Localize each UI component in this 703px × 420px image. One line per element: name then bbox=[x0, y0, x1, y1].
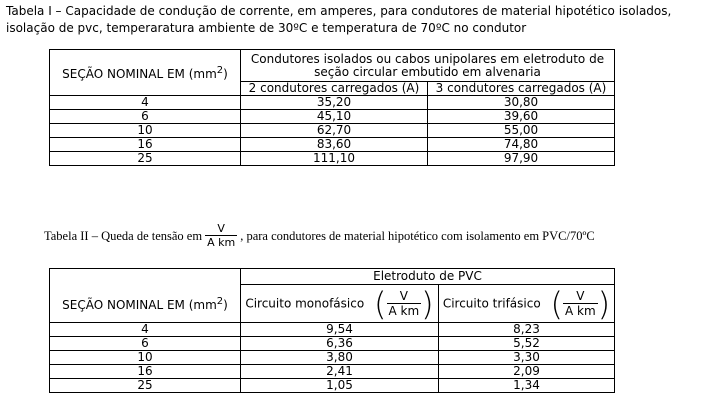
cell-value: 83,60 bbox=[241, 138, 428, 152]
cell-value: 30,80 bbox=[427, 96, 614, 110]
cell-value: 5,52 bbox=[438, 337, 614, 351]
col2-label: Circuito monofásico bbox=[245, 296, 365, 310]
cell-secao: 4 bbox=[50, 323, 241, 337]
table2-section-header bbox=[50, 285, 241, 323]
cell-secao: 6 bbox=[50, 110, 241, 124]
cell-value: 3,80 bbox=[241, 351, 439, 365]
table2-group-header: Eletroduto de PVC bbox=[241, 269, 615, 285]
cell-value: 45,10 bbox=[241, 110, 428, 124]
cell-value: 1,05 bbox=[241, 379, 439, 393]
table1-col2-header: 2 condutores carregados (A) bbox=[241, 82, 428, 96]
unit-paren: ( $\frac{V}{\text{A km}}$ ) bbox=[374, 284, 434, 323]
section-header-close: ) bbox=[223, 67, 228, 81]
table2-col3-header bbox=[438, 285, 614, 323]
unit-numerator: V bbox=[217, 222, 225, 235]
table1-col3-header: 3 condutores carregados (A) bbox=[427, 82, 614, 96]
table-row bbox=[50, 379, 615, 393]
col3-label: Circuito trifásico bbox=[442, 296, 541, 310]
cell-secao: 16 bbox=[50, 365, 241, 379]
cell-value: 2,41 bbox=[241, 365, 439, 379]
unit-paren: ( $\frac{V}{\text{A km}}$ ) bbox=[550, 284, 611, 323]
cell-secao: 10 bbox=[50, 124, 241, 138]
table-row bbox=[50, 337, 615, 351]
table-row bbox=[50, 96, 615, 110]
table1-group-header: Condutores isolados ou cabos unipolares em eletroduto de seção circular embutido em alvenaria bbox=[241, 50, 615, 82]
cell-value: 111,10 bbox=[241, 152, 428, 166]
section-header-sup: 2 bbox=[216, 65, 224, 76]
table-row bbox=[50, 110, 615, 124]
caption-before: Tabela II – Queda de tensão em bbox=[44, 228, 203, 243]
table1-caption: Tabela I – Capacidade de condução de corrente, em amperes, para condutores de material hipotético isolados, isolação de pvc, temperaratura ambiente de 30ºC e temperatura de 70ºC no condutor bbox=[6, 4, 672, 35]
cell-secao: 16 bbox=[50, 138, 241, 152]
section-header-text: SEÇÃO NOMINAL EM (mm bbox=[62, 67, 217, 81]
table2-caption bbox=[44, 222, 684, 249]
cell-value: 55,00 bbox=[427, 124, 614, 138]
cell-secao: 25 bbox=[50, 152, 241, 166]
cell-secao: 4 bbox=[50, 96, 241, 110]
cell-value: 39,60 bbox=[427, 110, 614, 124]
table2-col2-header bbox=[241, 285, 439, 323]
cell-value: 3,30 bbox=[438, 351, 614, 365]
table2 bbox=[49, 268, 615, 393]
cell-value: 97,90 bbox=[427, 152, 614, 166]
cell-value: 1,34 bbox=[438, 379, 614, 393]
caption-after: , para condutores de material hipotético com isolamento em PVC/70ºC bbox=[240, 228, 595, 243]
table1-section-header bbox=[50, 50, 241, 96]
cell-value: 8,23 bbox=[438, 323, 614, 337]
cell-value: 6,36 bbox=[241, 337, 439, 351]
cell-secao: 6 bbox=[50, 337, 241, 351]
unit-denominator: A km bbox=[565, 304, 596, 318]
cell-value: 62,70 bbox=[241, 124, 428, 138]
unit-fraction bbox=[205, 222, 237, 249]
unit-numerator: V bbox=[576, 289, 585, 303]
table2-blank-cell bbox=[50, 269, 241, 285]
section-header-close: ) bbox=[223, 297, 228, 312]
table-row bbox=[50, 138, 615, 152]
table-row bbox=[50, 351, 615, 365]
cell-value: 35,20 bbox=[241, 96, 428, 110]
table-row bbox=[50, 124, 615, 138]
section-header-text: SEÇÃO NOMINAL EM (mm bbox=[62, 297, 217, 312]
cell-value: 9,54 bbox=[241, 323, 439, 337]
table-row bbox=[50, 323, 615, 337]
cell-value: 2,09 bbox=[438, 365, 614, 379]
table-row bbox=[50, 365, 615, 379]
table-row bbox=[50, 152, 615, 166]
cell-secao: 10 bbox=[50, 351, 241, 365]
unit-numerator: V bbox=[399, 289, 408, 303]
cell-value: 74,80 bbox=[427, 138, 614, 152]
cell-secao: 25 bbox=[50, 379, 241, 393]
table1 bbox=[49, 49, 615, 166]
section-header-sup: 2 bbox=[216, 295, 224, 307]
unit-denominator: A km bbox=[207, 236, 236, 249]
unit-denominator: A km bbox=[388, 304, 420, 318]
